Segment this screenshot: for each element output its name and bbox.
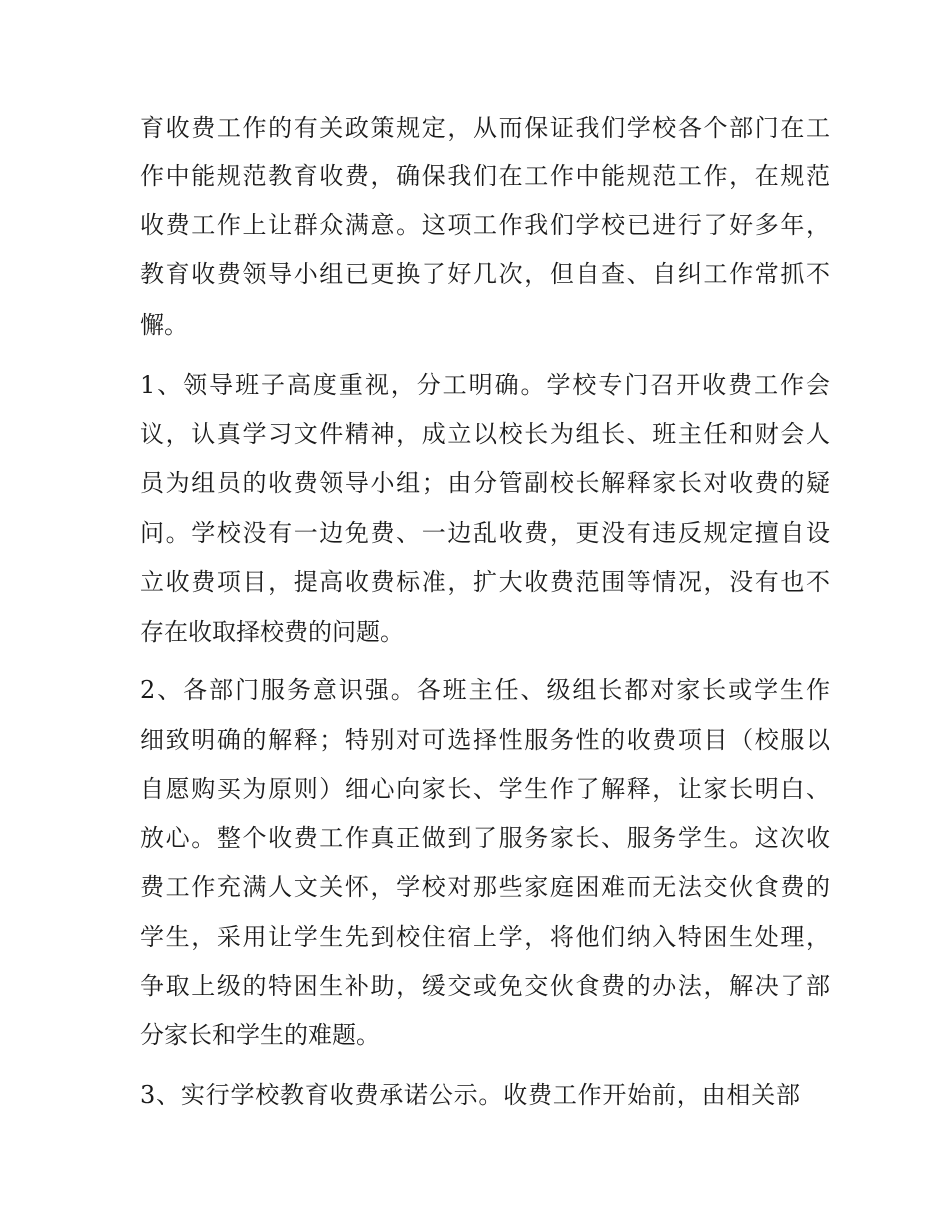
text-line: 费工作充满人文关怀，学校对那些家庭困难而无法交伙食费的 (140, 873, 830, 901)
text-line: 放心。整个收费工作真正做到了服务家长、服务学生。这次收 (140, 824, 830, 852)
text-line: 立收费项目，提高收费标准，扩大收费范围等情况，没有也不 (140, 568, 830, 596)
text-line: 自愿购买为原则）细心向家长、学生作了解释，让家长明白、 (140, 775, 830, 803)
text-line: 员为组员的收费领导小组；由分管副校长解释家长对收费的疑 (140, 469, 830, 497)
text-line: 作中能规范教育收费，确保我们在工作中能规范工作，在规范 (140, 162, 830, 190)
text-line: 争取上级的特困生补助，缓交或免交伙食费的办法，解决了部 (140, 972, 830, 1000)
text-line: 细致明确的解释；特别对可选择性服务性的收费项目（校服以 (140, 726, 830, 754)
text-line: 教育收费领导小组已更换了好几次，但自查、自纠工作常抓不 (140, 260, 830, 288)
text-line: 议，认真学习文件精神，成立以校长为组长、班主任和财会人 (140, 420, 830, 448)
text-line: 懈。 (140, 311, 188, 339)
text-line: 问。学校没有一边免费、一边乱收费，更没有违反规定擅自设 (140, 519, 830, 547)
text-line: 2、各部门服务意识强。各班主任、级组长都对家长或学生作 (140, 676, 830, 704)
text-line: 分家长和学生的难题。 (140, 1021, 380, 1049)
text-line: 3、实行学校教育收费承诺公示。收费工作开始前，由相关部 (140, 1081, 800, 1109)
text-line: 存在收取择校费的问题。 (140, 618, 404, 646)
text-line: 育收费工作的有关政策规定，从而保证我们学校各个部门在工 (140, 114, 830, 142)
text-line: 学生，采用让学生先到校住宿上学，将他们纳入特困生处理， (140, 923, 830, 951)
text-line: 1、领导班子高度重视，分工明确。学校专门召开收费工作会 (140, 371, 830, 399)
text-line: 收费工作上让群众满意。这项工作我们学校已进行了好多年， (140, 211, 830, 239)
